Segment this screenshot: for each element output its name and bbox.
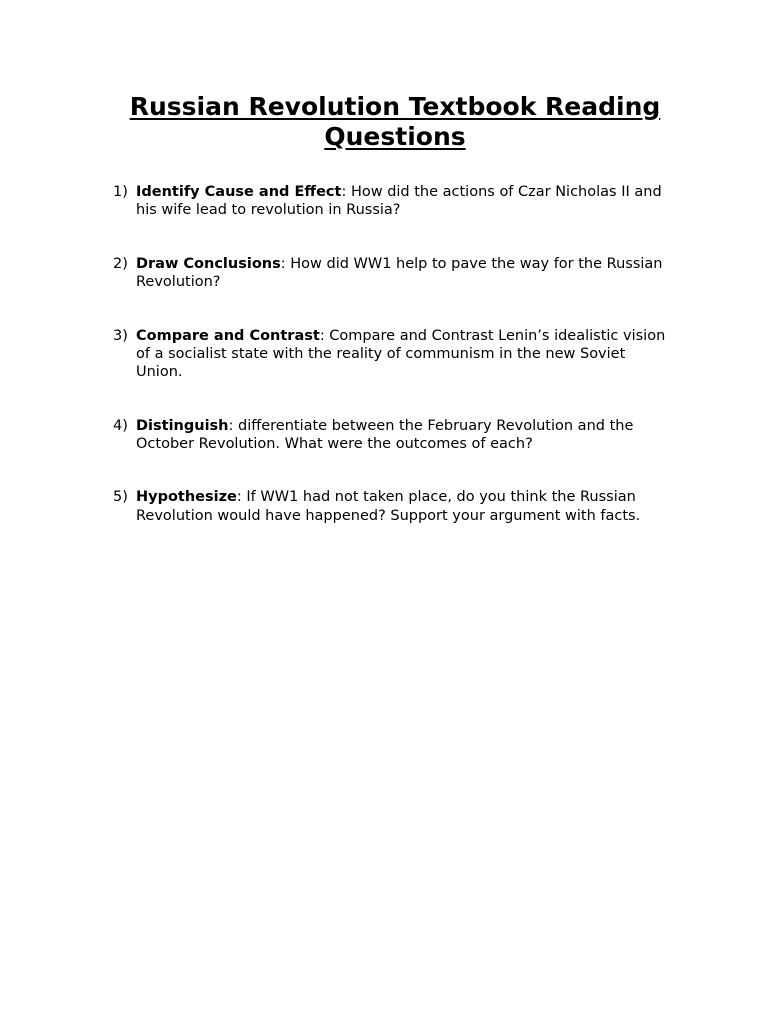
question-list — [113, 183, 673, 560]
question-text: : How did the actions of Czar Nicholas II and his wife lead to revolution in Russia? — [136, 184, 662, 219]
question-text: : differentiate between the February Revolution and the October Revolution. What were the outcomes of each? — [136, 417, 634, 452]
question-skill: Distinguish — [136, 417, 229, 434]
question-number: 2) — [113, 255, 128, 272]
question-skill: Identify Cause and Effect — [136, 184, 342, 200]
question-item — [113, 183, 673, 219]
question-text: : If WW1 had not taken place, do you think the Russian Revolution would have happened? Support your argument with facts. — [136, 489, 641, 524]
question-item — [113, 327, 673, 382]
question-number: 3) — [113, 327, 128, 344]
question-skill: Compare and Contrast — [136, 327, 320, 344]
question-text: : Compare and Contrast Lenin’s idealistic vision of a socialist state with the reality of communism in the new Soviet Union. — [136, 327, 666, 380]
question-number: 1) — [113, 184, 128, 200]
question-skill: Hypothesize — [136, 489, 237, 506]
question-text: : How did WW1 help to pave the way for the Russian Revolution? — [136, 255, 663, 290]
question-item — [113, 488, 673, 524]
question-skill: Draw Conclusions — [136, 255, 281, 272]
question-item — [113, 255, 673, 291]
question-number: 4) — [113, 417, 128, 434]
question-number: 5) — [113, 489, 128, 506]
question-item — [113, 417, 673, 453]
document-title: Russian Revolution Textbook Reading Questions — [129, 92, 661, 151]
